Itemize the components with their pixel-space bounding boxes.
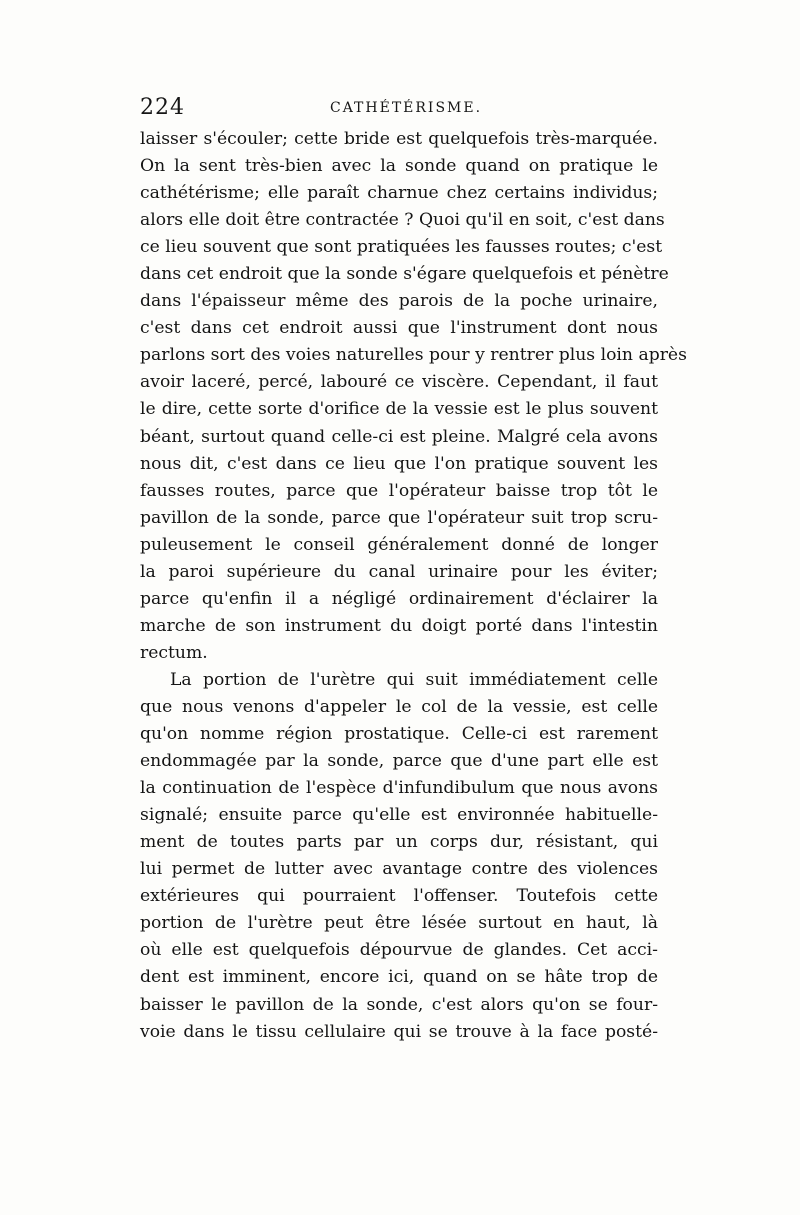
text-line: extérieures qui pourraient l'offenser. Toutefois cette <box>140 886 658 907</box>
text-line: alors elle doit être contractée ? Quoi qu'il en soit, c'est dans <box>140 210 665 231</box>
text-line: le dire, cette sorte d'orifice de la vessie est le plus souvent <box>140 399 658 420</box>
text-line: puleusement le conseil généralement donné de longer <box>140 534 658 555</box>
text-line: parce qu'enfin il a négligé ordinairement d'éclairer la <box>140 588 658 609</box>
text-line: béant, surtout quand celle-ci est pleine. Malgré cela avons <box>140 426 658 447</box>
text-line: laisser s'écouler; cette bride est quelquefois très-marquée. <box>140 129 658 149</box>
text-line: On la sent très-bien avec la sonde quand on pratique le <box>140 156 658 177</box>
text-line: La portion de l'urètre qui suit immédiatement celle <box>170 669 658 690</box>
text-line: ce lieu souvent que sont pratiquées les fausses routes; c'est <box>140 237 663 258</box>
text-line: endommagée par la sonde, parce que d'une part elle est <box>140 751 658 772</box>
text-line: où elle est quelquefois dépourvue de glandes. Cet acci- <box>140 940 658 961</box>
text-line: voie dans le tissu cellulaire qui se trouve à la face posté- <box>140 1021 658 1042</box>
text-line: ment de toutes parts par un corps dur, résistant, qui <box>140 832 658 853</box>
paragraph <box>140 667 658 1046</box>
page-header <box>140 95 658 125</box>
text-line: la paroi supérieure du canal urinaire pour les éviter; <box>140 561 658 582</box>
text-line: parlons sort des voies naturelles pour y rentrer plus loin après <box>140 345 687 366</box>
text-line: dans l'épaisseur même des parois de la poche urinaire, <box>140 291 658 312</box>
text-line: que nous venons d'appeler le col de la vessie, est celle <box>140 696 658 717</box>
text-line: nous dit, c'est dans ce lieu que l'on pratique souvent les <box>140 453 658 474</box>
text-line: dans cet endroit que la sonde s'égare quelquefois et pénètre <box>140 264 669 285</box>
text-line: rectum. <box>140 642 208 663</box>
page-number: 224 <box>140 95 185 120</box>
text-line: cathétérisme; elle paraît charnue chez certains individus; <box>140 183 658 204</box>
text-line: signalé; ensuite parce qu'elle est environnée habituelle- <box>140 805 658 826</box>
text-line: qu'on nomme région prostatique. Celle-ci est rarement <box>140 724 658 745</box>
text-line: la continuation de l'espèce d'infundibulum que nous avons <box>140 778 658 799</box>
running-head: CATHÉTÉRISME. <box>330 100 483 116</box>
text-line: marche de son instrument du doigt porté dans l'intestin <box>140 615 658 636</box>
text-line: dent est imminent, encore ici, quand on se hâte trop de <box>140 967 658 988</box>
text-line: c'est dans cet endroit aussi que l'instrument dont nous <box>140 318 658 339</box>
paragraph <box>140 126 687 667</box>
text-line: pavillon de la sonde, parce que l'opérateur suit trop scru- <box>140 507 658 528</box>
text-line: fausses routes, parce que l'opérateur baisse trop tôt le <box>140 480 658 501</box>
text-line: avoir laceré, percé, labouré ce viscère. Cependant, il faut <box>140 372 658 393</box>
body-text <box>140 126 687 1046</box>
text-line: portion de l'urètre peut être lésée surtout en haut, là <box>140 913 658 934</box>
text-line: baisser le pavillon de la sonde, c'est alors qu'on se four- <box>140 994 658 1015</box>
text-line: lui permet de lutter avec avantage contre des violences <box>140 859 658 880</box>
